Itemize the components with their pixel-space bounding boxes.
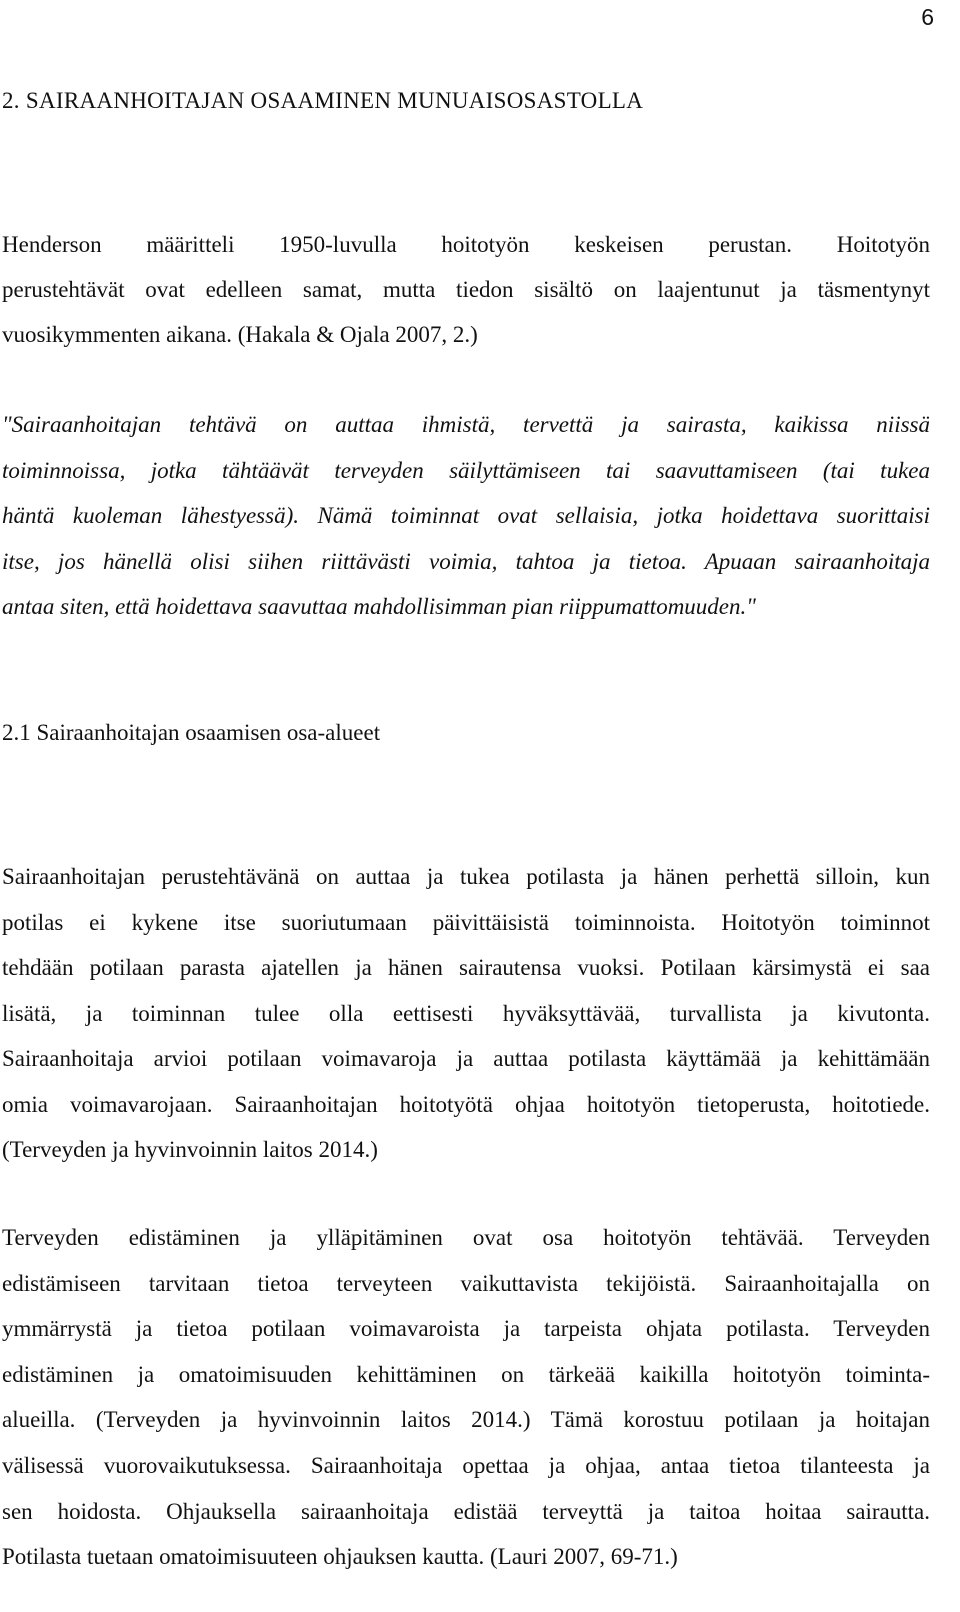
- paragraph-line: edistäminen ja omatoimisuuden kehittäminen on tärkeää kaikilla hoitotyön toiminta-: [2, 1361, 930, 1387]
- paragraph-line: Henderson määritteli 1950-luvulla hoitotyön keskeisen perustan. Hoitotyön: [2, 232, 930, 257]
- paragraph-line: Terveyden edistäminen ja ylläpitäminen ovat osa hoitotyön tehtävää. Terveyden: [2, 1225, 930, 1250]
- paragraph-line: perustehtävät ovat edelleen samat, mutta tiedon sisältö on laajentunut ja täsmentynyt: [2, 277, 930, 302]
- section-heading: 2. SAIRAANHOITAJAN OSAAMINEN MUNUAISOSASTOLLA: [2, 88, 644, 113]
- paragraph-line: lisätä, ja toiminnan tulee olla eettisesti hyväksyttävää, turvallista ja kivutonta.: [2, 1000, 930, 1026]
- quote-line: itse, jos hänellä olisi siihen riittävästi voimia, tahtoa ja tietoa. Apuaan sairaanhoitaja: [2, 548, 930, 574]
- paragraph-line: potilas ei kykene itse suoriutumaan päivittäisistä toiminnoista. Hoitotyön toiminnot: [2, 909, 930, 935]
- paragraph-line: Potilasta tuetaan omatoimisuuteen ohjauksen kautta. (Lauri 2007, 69-71.): [2, 1544, 678, 1570]
- quote-line: "Sairaanhoitajan tehtävä on auttaa ihmistä, tervettä ja sairasta, kaikissa niissä: [2, 412, 930, 437]
- paragraph-intro: [2, 222, 930, 357]
- paragraph-basic-tasks: [2, 854, 930, 1173]
- paragraph-line: omia voimavarojaan. Sairaanhoitajan hoitotyötä ohjaa hoitotyön tietoperusta, hoitotiede.: [2, 1091, 930, 1117]
- page-number: 6: [921, 4, 934, 30]
- quote-line: toiminnoissa, jotka tähtäävät terveyden säilyttämiseen tai saavuttamiseen (tai tukea: [2, 457, 930, 483]
- paragraph-line: välisessä vuorovaikutuksessa. Sairaanhoitaja opettaa ja ohjaa, antaa tietoa tilanteesta ja: [2, 1452, 930, 1478]
- paragraph-line: edistämiseen tarvitaan tietoa terveyteen vaikuttavista tekijöistä. Sairaanhoitajalla on: [2, 1270, 930, 1296]
- paragraph-line: Sairaanhoitajan perustehtävänä on auttaa ja tukea potilasta ja hänen perhettä silloin, kun: [2, 864, 930, 889]
- paragraph-line: alueilla. (Terveyden ja hyvinvoinnin laitos 2014.) Tämä korostuu potilaan ja hoitajan: [2, 1407, 930, 1433]
- paragraph-line: (Terveyden ja hyvinvoinnin laitos 2014.): [2, 1137, 378, 1162]
- quote-line: antaa siten, että hoidettava saavuttaa mahdollisimman pian riippumattomuuden.": [2, 594, 756, 619]
- subsection-heading: 2.1 Sairaanhoitajan osaamisen osa-alueet: [2, 720, 381, 745]
- quote-line: häntä kuoleman lähestyessä). Nämä toiminnat ovat sellaisia, jotka hoidettava suorittaisi: [2, 503, 930, 528]
- paragraph-line: vuosikymmenten aikana. (Hakala & Ojala 2007, 2.): [2, 322, 478, 347]
- paragraph-line: ymmärrystä ja tietoa potilaan voimavaroista ja tarpeista ohjata potilasta. Terveyden: [2, 1316, 930, 1342]
- paragraph-line: tehdään potilaan parasta ajatellen ja hänen sairautensa vuoksi. Potilaan kärsimystä ei saa: [2, 955, 930, 980]
- paragraph-health-promotion: [2, 1215, 930, 1580]
- paragraph-line: sen hoidosta. Ohjauksella sairaanhoitaja edistää terveyttä ja taitoa hoitaa sairautta.: [2, 1498, 930, 1524]
- paragraph-line: Sairaanhoitaja arvioi potilaan voimavaroja ja auttaa potilasta käyttämää ja kehittämään: [2, 1046, 930, 1071]
- block-quote: [2, 402, 930, 630]
